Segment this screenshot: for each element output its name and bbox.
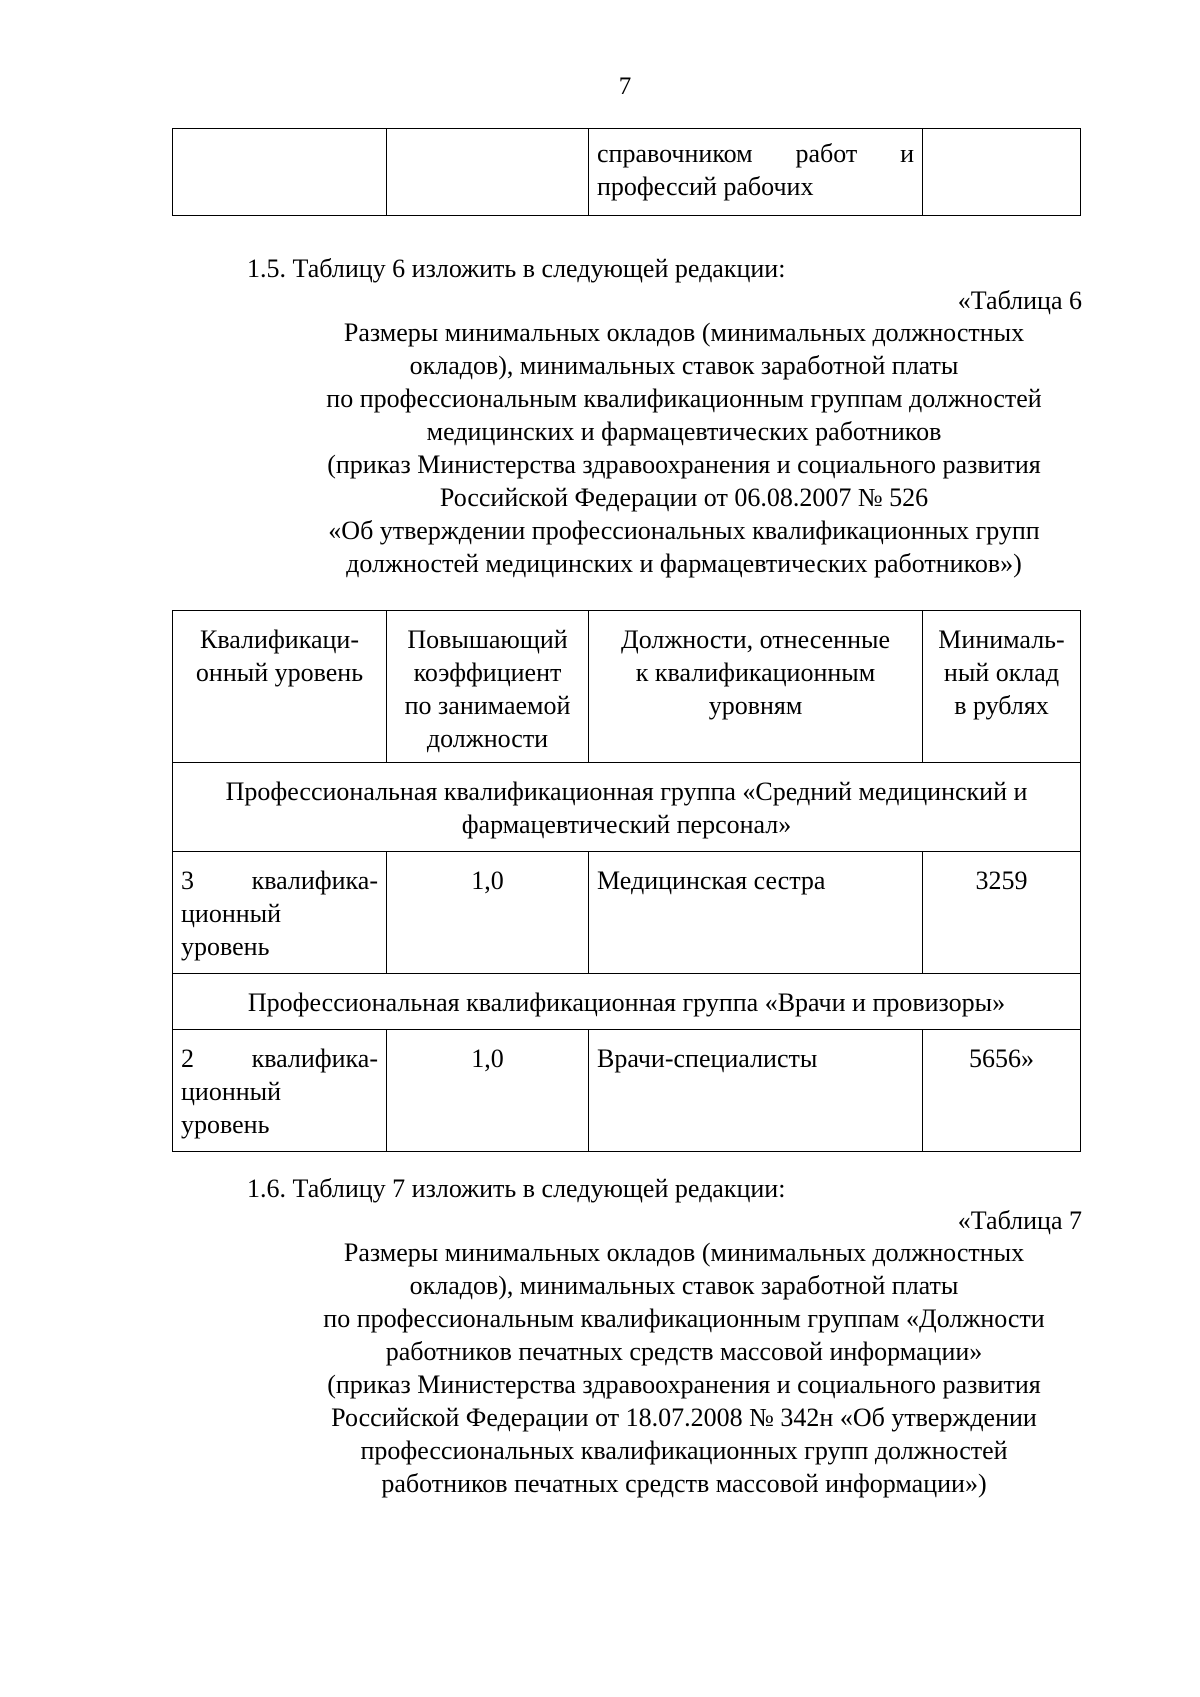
level-cell — [173, 852, 387, 974]
group-title — [173, 974, 1081, 1030]
header-line: уровням — [708, 691, 803, 720]
table-cell — [589, 129, 923, 216]
table-7-heading — [172, 1236, 1196, 1500]
header-line: к квалификационным — [635, 658, 876, 687]
page-number: 7 — [618, 73, 632, 100]
level-number: 2 — [181, 1044, 194, 1073]
level-text: ционный — [181, 1077, 282, 1106]
table-6 — [172, 610, 1081, 1152]
group-title-line: Профессиональная квалификационная группа «Средний медицинский и — [225, 777, 1028, 806]
heading-line: по профессиональным квалификационным группам должностей — [326, 384, 1042, 413]
level-cell — [173, 1030, 387, 1152]
level-text: ционный — [181, 899, 282, 928]
heading-line: окладов), минимальных ставок заработной платы — [409, 351, 959, 380]
group-title — [173, 763, 1081, 852]
column-header — [589, 611, 923, 763]
coefficient-cell: 1,0 — [387, 1030, 589, 1152]
header-line: онный уровень — [195, 658, 364, 687]
heading-line: Российской Федерации от 06.08.2007 № 526 — [439, 483, 929, 512]
header-line: Квалификаци- — [200, 625, 359, 654]
heading-line: работников печатных средств массовой информации» — [385, 1337, 983, 1366]
table-header-row — [173, 611, 1081, 763]
table-cell — [923, 129, 1081, 216]
heading-line: Размеры минимальных окладов (минимальных должностных — [343, 1238, 1025, 1267]
group-header-row — [173, 763, 1081, 852]
table-cell — [173, 129, 387, 216]
instruction-1-6: 1.6. Таблицу 7 изложить в следующей редакции: — [247, 1174, 786, 1203]
header-line: должности — [426, 724, 549, 753]
group-title-line: фармацевтический персонал» — [461, 810, 792, 839]
heading-line: (приказ Министерства здравоохранения и социального развития — [327, 1370, 1041, 1399]
coefficient-cell: 1,0 — [387, 852, 589, 974]
heading-line: Российской Федерации от 18.07.2008 № 342н «Об утверждении — [331, 1403, 1037, 1432]
level-text: уровень — [181, 1110, 270, 1139]
heading-line: должностей медицинских и фармацевтических работников») — [346, 549, 1022, 578]
table-6-heading — [172, 316, 1196, 580]
cell-text: и — [900, 139, 914, 168]
heading-line: окладов), минимальных ставок заработной платы — [409, 1271, 959, 1300]
level-text: квалифика- — [251, 866, 378, 895]
level-text: уровень — [181, 932, 270, 961]
table-cell — [387, 129, 589, 216]
level-text: квалифика- — [251, 1044, 378, 1073]
column-header — [387, 611, 589, 763]
header-line: Повышающий — [407, 625, 568, 654]
level-number: 3 — [181, 866, 194, 895]
instruction-1-5: 1.5. Таблицу 6 изложить в следующей редакции: — [247, 254, 786, 283]
group-header-row — [173, 974, 1081, 1030]
heading-line: по профессиональным квалификационным группам «Должности — [323, 1304, 1045, 1333]
column-header — [923, 611, 1081, 763]
position-cell: Медицинская сестра — [589, 852, 923, 974]
table-6-label: «Таблица 6 — [957, 286, 1082, 315]
header-line: в рублях — [954, 691, 1049, 720]
heading-line: профессиональных квалификационных групп должностей — [360, 1436, 1008, 1465]
column-header — [173, 611, 387, 763]
cell-text: профессий рабочих — [597, 172, 814, 201]
table-row — [173, 129, 1081, 216]
heading-line: медицинских и фармацевтических работников — [426, 417, 942, 446]
header-line: Должности, отнесенные — [620, 625, 891, 654]
table-row — [173, 852, 1081, 974]
continuation-table — [172, 128, 1081, 216]
header-line: коэффициент — [413, 658, 562, 687]
heading-line: Размеры минимальных окладов (минимальных должностных — [343, 318, 1025, 347]
header-line: Минималь- — [938, 625, 1065, 654]
table-row — [173, 1030, 1081, 1152]
heading-line: «Об утверждении профессиональных квалификационных групп — [328, 516, 1040, 545]
header-line: по занимаемой — [404, 691, 571, 720]
table-7-label: «Таблица 7 — [957, 1206, 1082, 1235]
group-title-line: Профессиональная квалификационная группа «Врачи и провизоры» — [247, 988, 1006, 1017]
position-cell: Врачи-специалисты — [589, 1030, 923, 1152]
salary-cell: 5656» — [923, 1030, 1081, 1152]
heading-line: (приказ Министерства здравоохранения и социального развития — [327, 450, 1041, 479]
cell-text: справочником — [597, 139, 753, 168]
header-line: ный оклад — [943, 658, 1060, 687]
salary-cell: 3259 — [923, 852, 1081, 974]
cell-text: работ — [795, 139, 858, 168]
heading-line: работников печатных средств массовой информации») — [381, 1469, 987, 1498]
